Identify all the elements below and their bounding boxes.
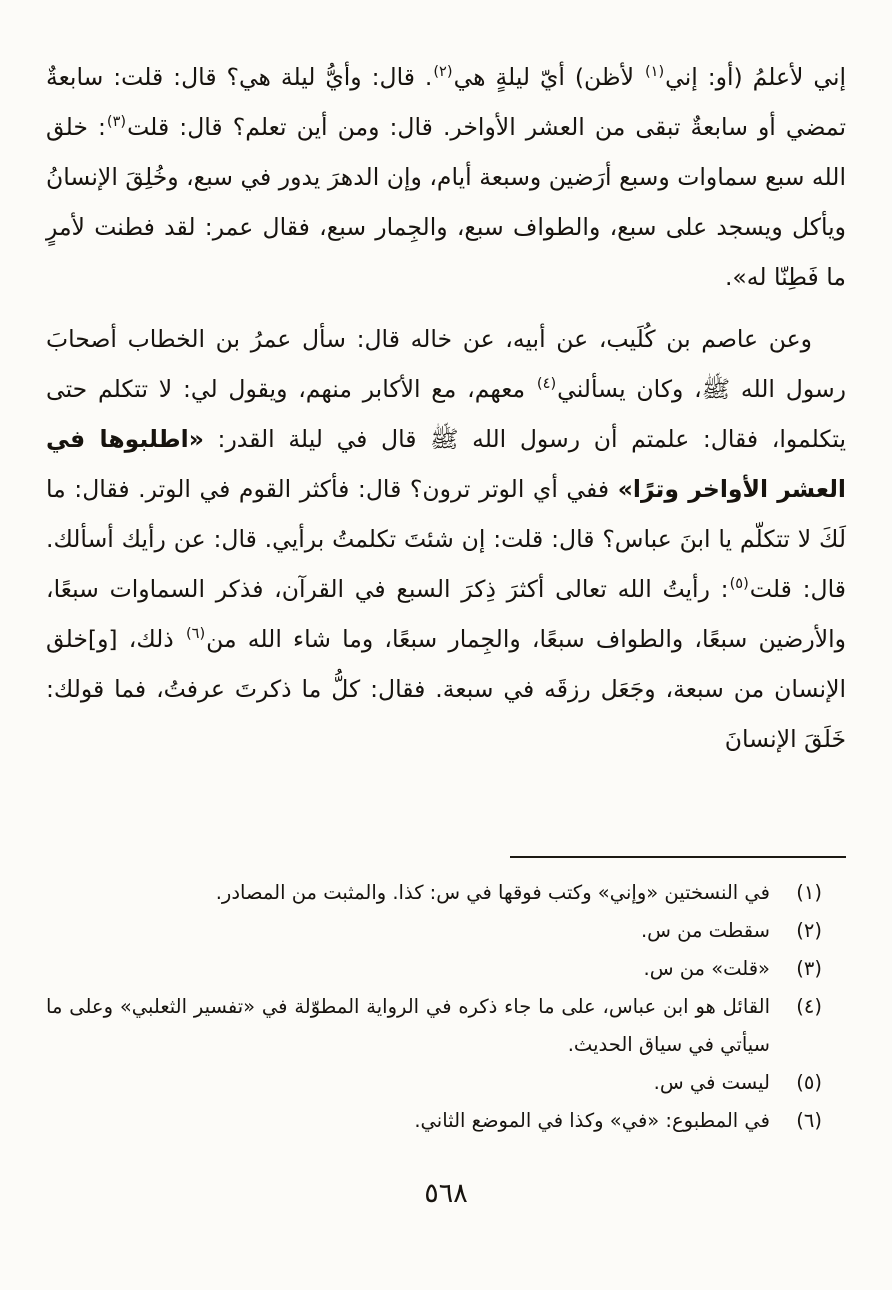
footnote-text: سقطت من س.	[640, 919, 770, 942]
footnote-ref: (٥)	[729, 575, 749, 593]
footnotes	[46, 874, 822, 1140]
footnote-ref: (٢)	[433, 63, 453, 81]
footnote-item	[46, 1064, 822, 1102]
footnote-number: (٢)	[796, 919, 822, 942]
paragraph-text: وعن عاصم بن كُلَيب، عن أبيه، عن خاله قال: سأل عمرُ بن الخطاب أصحابَ رسول الله ﷺ، وكان يسألني$^{(٤)}$ معهم، مع الأكابر منهم، ويقول لي: لا تتكلم حتى يتكلموا، فقال: علمتم أن رسول الله ﷺ قال في ليلة القدر:	[46, 325, 846, 453]
footnote-item	[46, 874, 822, 912]
paragraph-text: إني لأعلمُ (أو: إني$^{(١)}$ لأظن) أيّ ليلةٍ هي$^{(٢)}$. قال: وأيُّ ليلة هي؟ قال: قلت: سابعةٌ تمضي أو سابعةٌ تبقى من العشر الأواخر. قال: ومن أين تعلم؟ قال: قلت$^{(٣)}$: خلق الله سبع سماوات وسبع أرَضين وسبعة أيام، وإن الدهرَ يدور في سبع، وخُلِقَ الإنسانُ ويأكل ويسجد على سبع، والطواف سبع، والجِمار سبع، فقال عمر: لقد فطنت لأمرٍ ما فَطِنّا له».	[46, 63, 847, 291]
footnote-text: «قلت» من س.	[643, 957, 770, 980]
footnote-text: ليست في س.	[653, 1071, 770, 1094]
footnote-item	[46, 988, 822, 1064]
footnote-number: (٤)	[796, 995, 822, 1018]
footnote-ref: (٦)	[185, 625, 206, 643]
footnote-number: (١)	[796, 881, 822, 904]
footnote-number: (٦)	[796, 1109, 822, 1132]
footnote-text: القائل هو ابن عباس، على ما جاء ذكره في الرواية المطوّلة في «تفسير الثعلبي» وعلى ما سيأتي في سياق الحديث.	[46, 995, 770, 1056]
footnote-text: في النسختين «وإني» وكتب فوقها في س: كذا. والمثبت من المصادر.	[215, 881, 770, 904]
footnote-ref: (٤)	[536, 375, 557, 393]
footnote-ref: (٣)	[106, 113, 127, 131]
footnote-item	[46, 1102, 822, 1140]
body-text	[46, 52, 846, 764]
footnote-separator	[510, 856, 846, 858]
footnote-item	[46, 912, 822, 950]
footnote-text: في المطبوع: «في» وكذا في الموضع الثاني.	[414, 1109, 770, 1132]
footnote-number: (٥)	[796, 1071, 822, 1094]
footnote-item	[46, 950, 822, 988]
paragraph-text: ففي أي الوتر ترون؟ قال: فأكثر القوم في الوتر. فقال: ما لَكَ لا تتكلّم يا ابنَ عباس؟ قال: قلت: إن شئتَ تكلمتُ برأيي. قال: عن رأيك أسألك. قال: قلت$^{(٥)}$: رأيتُ الله تعالى أكثرَ ذِكرَ السبع في القرآن، فذكر السماوات سبعًا، والأرضين سبعًا، والطواف سبعًا، والجِمار سبعًا، وما شاء الله من$^{(٦)}$ ذلك، [و]خلق الإنسان من سبعة، وجَعَل رزقَه في سبعة. فقال: كلُّ ما ذكرتَ عرفتُ، فما قولك: خَلَقَ الإنسانَ	[46, 475, 847, 753]
page-number: ٥٦٨	[424, 1178, 468, 1209]
footnote-number: (٣)	[796, 957, 822, 980]
paragraph	[46, 52, 846, 302]
emphasized-text: «اطلبوها في العشر الأواخر وترًا»	[46, 425, 846, 503]
paragraph	[46, 314, 846, 764]
footnote-ref: (١)	[644, 63, 665, 81]
